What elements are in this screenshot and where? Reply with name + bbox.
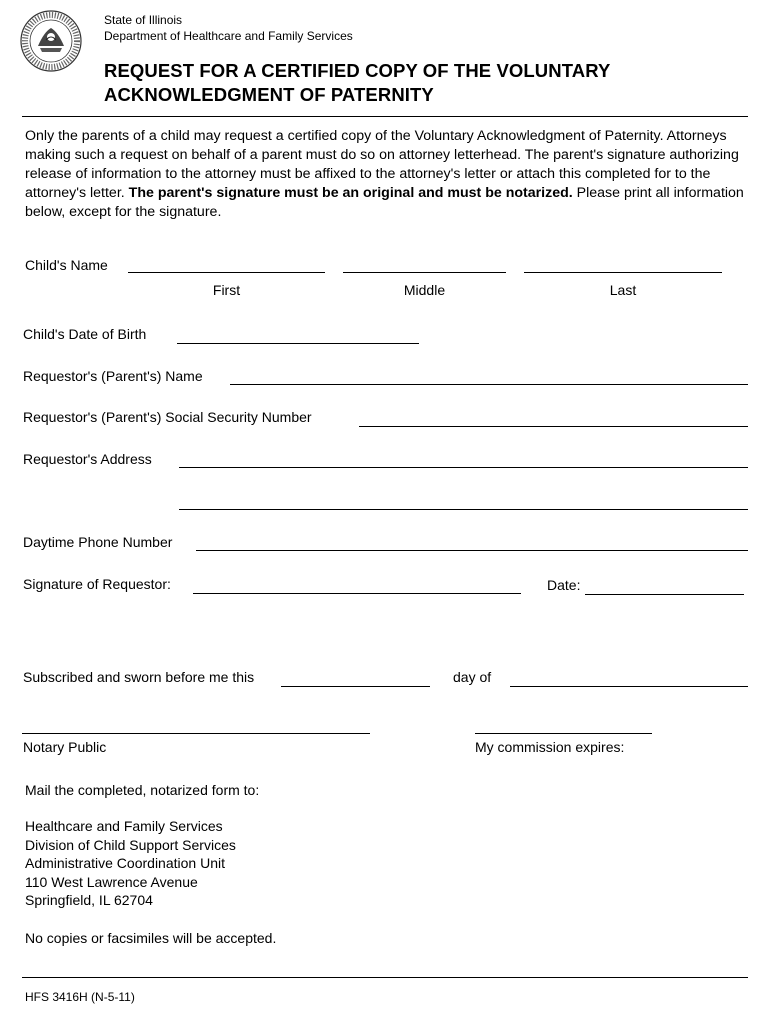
requestor-address-field-line2[interactable]: [179, 509, 748, 510]
requestor-ssn-label: Requestor's (Parent's) Social Security Number: [23, 409, 312, 425]
agency-department: Department of Healthcare and Family Services: [104, 29, 353, 43]
commission-expires-label: My commission expires:: [475, 739, 625, 755]
sworn-day-field[interactable]: [281, 686, 430, 687]
daytime-phone-field[interactable]: [196, 550, 748, 551]
child-last-name-field[interactable]: [524, 272, 722, 273]
date-field[interactable]: [585, 594, 744, 595]
commission-expiry-field[interactable]: [475, 733, 652, 734]
mailing-address-line: 110 West Lawrence Avenue: [25, 873, 198, 890]
mailing-address-line: Healthcare and Family Services: [25, 818, 223, 834]
mailing-address-line: Administrative Coordination Unit: [25, 855, 225, 871]
intro-text-2: Please print all information below, except for the signature.: [25, 185, 744, 220]
mailing-address-line: Springfield, IL 62704: [25, 892, 153, 908]
notary-public-label: Notary Public: [23, 739, 107, 755]
child-dob-field[interactable]: [177, 343, 419, 344]
mailing-address-line: Division of Child Support Services: [25, 836, 236, 853]
child-name-label: Child's Name: [25, 257, 108, 273]
mailing-address: [25, 817, 236, 910]
child-first-name-field[interactable]: [128, 272, 325, 273]
child-dob-label: Child's Date of Birth: [23, 326, 147, 342]
requestor-address-label: Requestor's Address: [23, 451, 152, 467]
daytime-phone-label: Daytime Phone Number: [23, 534, 173, 550]
requestor-name-label: Requestor's (Parent's) Name: [23, 368, 203, 384]
first-sublabel: First: [212, 282, 241, 298]
child-middle-name-field[interactable]: [343, 272, 506, 273]
illinois-state-seal-icon: [20, 10, 82, 72]
form-title-line1: REQUEST FOR A CERTIFIED COPY OF THE VOLUNTARY: [104, 60, 611, 81]
middle-sublabel: Middle: [403, 282, 446, 298]
sworn-month-field[interactable]: [510, 686, 748, 687]
subscribed-label: Subscribed and sworn before me this: [23, 669, 255, 685]
mail-instruction: Mail the completed, notarized form to:: [25, 782, 260, 798]
last-sublabel: Last: [609, 282, 637, 298]
signature-label: Signature of Requestor:: [23, 576, 171, 592]
no-copies-note: No copies or facsimiles will be accepted.: [25, 930, 277, 946]
form-number: HFS 3416H (N-5-11): [25, 990, 135, 1004]
requestor-ssn-field[interactable]: [359, 426, 748, 427]
requestor-address-field-line1[interactable]: [179, 467, 748, 468]
form-title: [104, 59, 610, 107]
notary-signature-field[interactable]: [22, 733, 370, 734]
date-label: Date:: [547, 577, 581, 593]
intro-text-bold: The parent's signature must be an original and must be notarized.: [128, 185, 573, 201]
footer-divider: [22, 977, 748, 978]
intro-paragraph: [25, 127, 750, 222]
requestor-name-field[interactable]: [230, 384, 748, 385]
form-title-line2: ACKNOWLEDGMENT OF PATERNITY: [104, 84, 434, 105]
agency-state: State of Illinois: [104, 13, 183, 27]
day-of-label: day of: [453, 669, 492, 685]
signature-field[interactable]: [193, 593, 521, 594]
intro-text-1: Only the parents of a child may request a certified copy of the Voluntary Acknowledgment of Paternity. Attorneys making such a request on behalf of a parent must do so on attorney letterhead. The parent's signature authorizing release of information to the attorney must be affixed to the attorney's letter or attach this completed for to the attorney's letter.: [25, 128, 739, 201]
header-divider: [22, 116, 748, 117]
agency-header: [104, 12, 353, 44]
